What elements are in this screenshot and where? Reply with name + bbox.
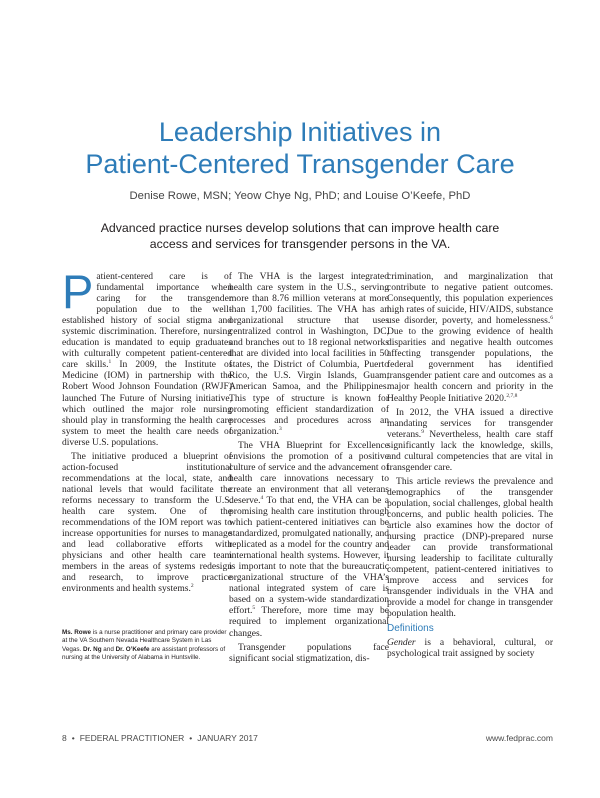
note-text: is a nurse practitioner and primary care provider at the VA Southern Nevada Healthcare System in Las Vegas.: [62, 629, 227, 653]
paragraph-text: The VHA Blueprint for Excellence envisions the promotion of a positive culture of service and the advancement of health care innovations necessary to create an environment that all veterans deserve.: [229, 439, 389, 506]
reference-mark: 2,7,8: [506, 392, 518, 399]
paragraph: [387, 476, 553, 620]
paragraph: [62, 451, 232, 595]
reference-mark: 4: [260, 494, 264, 501]
deck-line-2: access and services for transgender persons in the VA.: [149, 237, 451, 251]
footer-left: [62, 733, 258, 743]
body-column-2: [229, 271, 389, 667]
section-heading: Definitions: [387, 623, 434, 635]
paragraph-text: Therefore, more time may be required to implement organizational changes.: [229, 605, 389, 639]
issue-date: JANUARY 2017: [197, 733, 258, 743]
reference-mark: 6: [550, 315, 553, 322]
article-title: [0, 116, 600, 180]
author-name: Ms. Rowe: [62, 629, 92, 636]
reference-mark: 9: [421, 428, 424, 435]
paragraph: [62, 265, 233, 448]
note-text: and: [101, 645, 116, 653]
paragraph: [229, 271, 389, 437]
footer-bullet: •: [189, 733, 193, 743]
reference-mark: 2: [190, 583, 194, 590]
reference-mark: 5: [252, 605, 256, 612]
author-name: Dr. Ng: [83, 645, 102, 653]
paragraph-text: In 2012, the VHA issued a directive mandating services for transgender veterans.: [387, 406, 553, 440]
paragraph-text: The VHA is the largest integrated health care system in the U.S., serving more than 8.76 million veterans at more than 1,700 facilities. The VHA has an organizational structure that uses centralized control in Washington, DC, and branches out to 18 regional networks that are divided into local facilities in 50 states, the District of Columbia, Puerto Rico, the U.S. Virgin Islands, Guam, American Samoa, and the Philippines. This type of structure is known for promoting efficient standardization of processes and procedures across an organization.: [229, 271, 389, 437]
paragraph-text: atient-centered care is of fundamental importance when caring for the transgender population due to the well-established history of social stigma and systemic discrimination. Therefore, nursing education is mandated to equip graduates with culturally competent patient-centered care skills.: [62, 271, 232, 371]
paragraph: [387, 271, 553, 404]
paragraph-text: Nevertheless, health care staff significantly lack the knowledge, skills, and cultural competencies that are vital in transgender care.: [387, 428, 553, 473]
paragraph-text: In 2009, the Institute of Medicine (IOM) in partnership with the Robert Wood Johnson Foundation (RWJF) launched The Future of Nursing initiative, which outlined the major role nursing should play in transforming the health care system to meet the health care needs of diverse U.S. populations.: [62, 359, 233, 448]
author-note: [62, 629, 227, 663]
paragraph-text: To that end, the VHA can be a promising health care institution through which patient-centered initiatives can be standardized, promulgated nationally, and replicated as a model for the country and international health systems. However, it is important to note that the bureaucratic organizational structure of the VHA’s national integrated system of care is based on a system-wide standardization effort.: [229, 494, 389, 617]
footer-bullet: •: [71, 733, 75, 743]
note-text: are assistant professors of nursing at the University of Alabama in Huntsville.: [62, 645, 226, 662]
article-deck: [0, 220, 600, 252]
paragraph: [387, 637, 553, 659]
paragraph: [387, 407, 553, 473]
body-column-3: [387, 271, 553, 662]
journal-url[interactable]: www.fedprac.com: [485, 733, 553, 743]
drop-cap: P: [62, 265, 94, 318]
reference-mark: 1: [108, 359, 112, 366]
paragraph-text: Transgender populations face significant social stigmatization, dis-: [229, 641, 389, 664]
paragraph: [229, 642, 389, 664]
title-line-2: Patient-Centered Transgender Care: [85, 149, 515, 179]
title-line-1: Leadership Initiatives in: [158, 117, 442, 147]
paragraph-text: Due to the growing evidence of health disparities and negative health outcomes affecting transgender populations, the federal government has identified transgender patient care and outcomes as a major health concern and priority in the Healthy People Initiative 2020.: [387, 326, 553, 404]
author-name: Dr. O’Keefe: [115, 645, 150, 653]
deck-line-1: Advanced practice nurses develop solutions that can improve health care: [100, 221, 500, 235]
paragraph: [229, 440, 389, 639]
body-column-1: [62, 265, 233, 597]
author-byline: Denise Rowe, MSN; Yeow Chye Ng, PhD; and Louise O’Keefe, PhD: [129, 190, 471, 202]
paragraph-text: is a behavioral, cultural, or psychological trait assigned by society: [387, 636, 553, 659]
paragraph-text: This article reviews the prevalence and demographics of the transgender population, social challenges, global health concerns, and public health policies. The article also examines how the doctor of nursing practice (DNP)-prepared nurse leader can provide transformational nursing leadership to facilitate culturally competent, patient-centered initiatives to improve access and services for transgender individuals in the VHA and provide a model for change in transgender population health.: [387, 475, 553, 620]
reference-mark: 3: [278, 425, 282, 432]
defined-term: Gender: [387, 636, 416, 648]
page-number: 8: [62, 733, 67, 743]
paragraph-text: The initiative produced a blueprint of action-focused institutional recommendations at the local, state, and national levels that would facilitate the reforms necessary to transform the U.S. health care system. One of the recommendations of the IOM report was to increase opportunities for nurses to manage and lead collaborative efforts with physicians and other health care team members in the areas of systems redesign and research, to improve practice environments and health systems.: [62, 450, 232, 595]
journal-name: FEDERAL PRACTITIONER: [79, 733, 185, 743]
paragraph-text: crimination, and marginalization that contribute to negative patient outcomes. Consequently, this population experiences high rates of suicide, HIV/AIDS, substance use disorder, poverty, and homelessness.: [387, 271, 553, 327]
